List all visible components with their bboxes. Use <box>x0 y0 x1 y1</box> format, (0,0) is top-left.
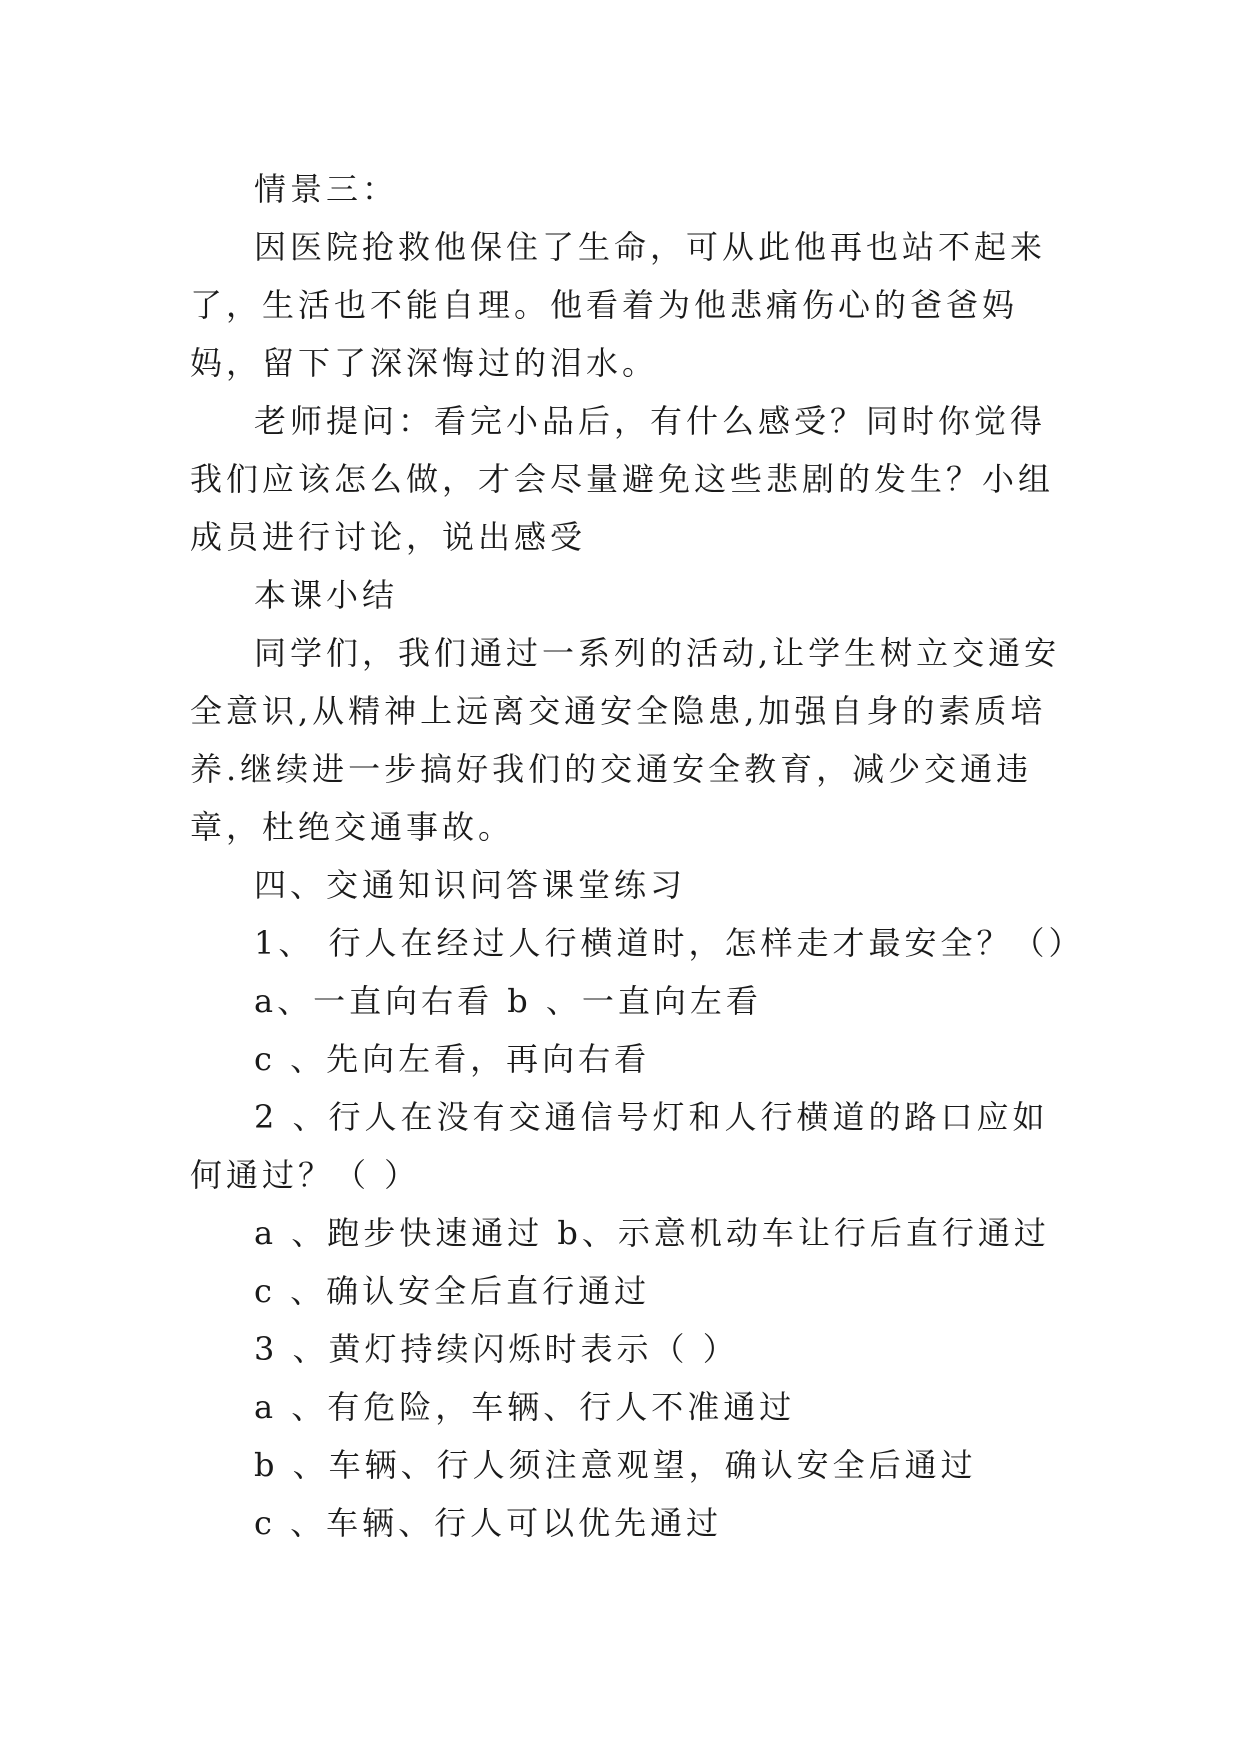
lesson-summary-heading: 本课小结 <box>254 576 399 614</box>
quiz-q1-options-ab: a、一直向右看 b 、一直向左看 <box>254 982 762 1020</box>
quiz-q2-options-ab: a 、跑步快速通过 b、示意机动车让行后直行通过 <box>254 1214 1050 1252</box>
quiz-q3-option-c: c 、车辆、行人可以优先通过 <box>254 1504 723 1542</box>
quiz-q2-option-c: c 、确认安全后直行通过 <box>254 1272 651 1310</box>
quiz-q3-option-a: a 、有危险，车辆、行人不准通过 <box>254 1388 796 1426</box>
lesson-summary-text: 同学们，我们通过一系列的活动,让学生树立交通安全意识,从精神上远离交通安全隐患,加强自身的素质培养.继续进一步搞好我们的交通安全教育，减少交通违章，杜绝交通事故。 <box>190 634 1061 846</box>
quiz-q3-option-b: b 、车辆、行人须注意观望，确认安全后通过 <box>254 1446 977 1484</box>
document-body <box>190 160 1085 1552</box>
scene-three-heading: 情景三： <box>254 170 399 208</box>
quiz-question-2: 2 、行人在没有交通信号灯和人行横道的路口应如何通过？（ ） <box>190 1098 1049 1194</box>
quiz-section-heading: 四、交通知识问答课堂练习 <box>254 866 687 904</box>
scene-three-text: 因医院抢救他保住了生命，可从此他再也站不起来了，生活也不能自理。他看着为他悲痛伤心的爸爸妈妈，留下了深深悔过的泪水。 <box>190 228 1047 382</box>
teacher-question: 老师提问：看完小品后，有什么感受？同时你觉得我们应该怎么做，才会尽量避免这些悲剧的发生？小组成员进行讨论，说出感受 <box>190 402 1055 556</box>
quiz-question-3: 3 、黄灯持续闪烁时表示（ ） <box>254 1330 739 1368</box>
quiz-question-1: 1、 行人在经过人行横道时，怎样走才最安全？（） <box>254 924 1085 962</box>
quiz-q1-option-c: c 、先向左看，再向右看 <box>254 1040 651 1078</box>
